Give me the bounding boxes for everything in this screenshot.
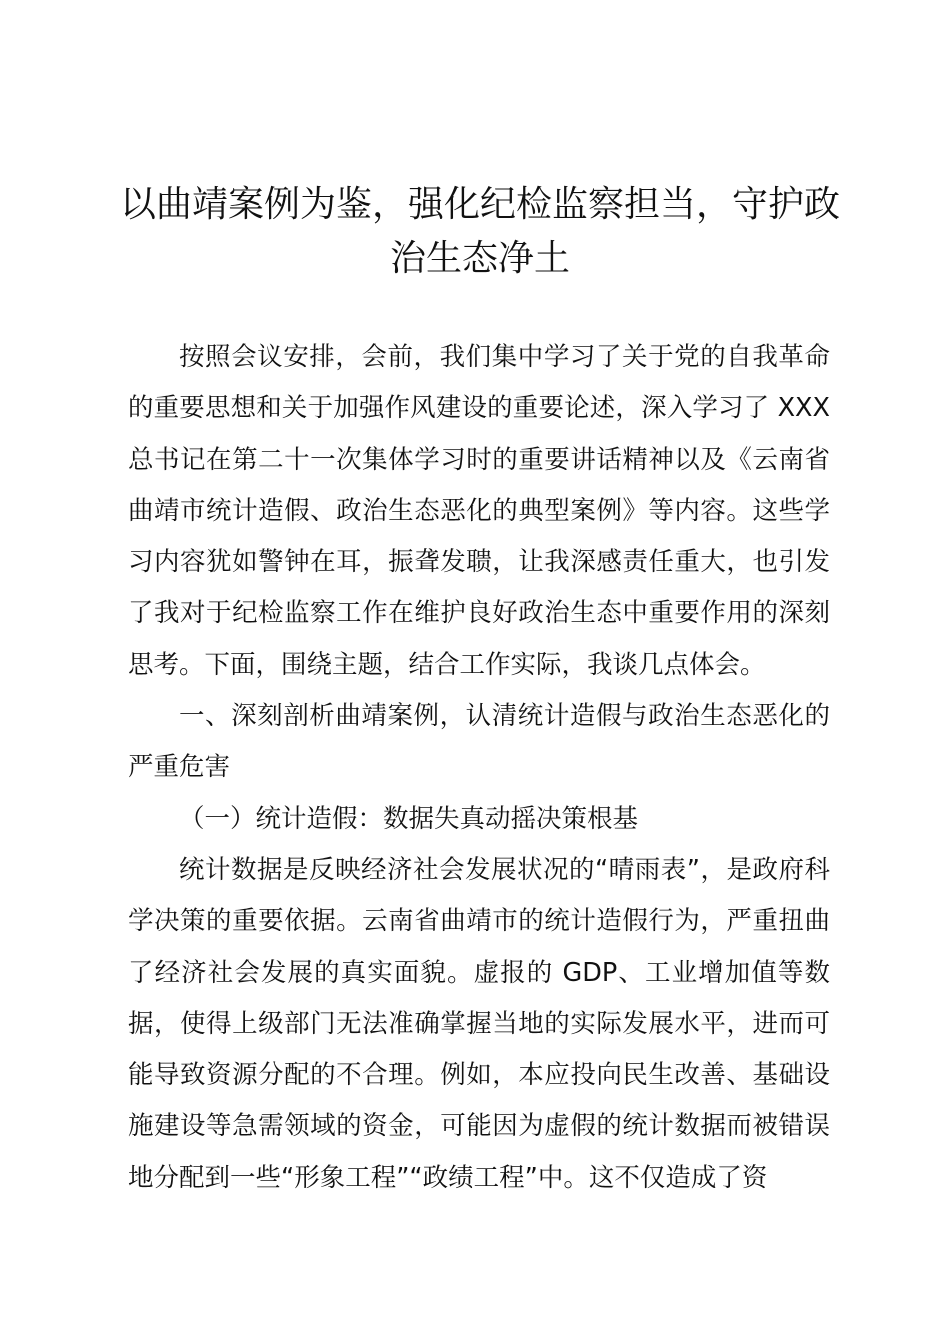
document-title: 以曲靖案例为鉴，强化纪检监察担当，守护政治生态净土 xyxy=(119,184,840,279)
section-heading-1: 一、深刻剖析曲靖案例，认清统计造假与政治生态恶化的严重危害 xyxy=(128,701,830,783)
document-body xyxy=(128,332,830,1204)
paragraph-intro: 按照会议安排，会前，我们集中学习了关于党的自我革命的重要思想和关于加强作风建设的重要论述，深入学习了 XXX总书记在第二十一次集体学习时的重要讲话精神以及《云南省曲靖市统计造假、政治生态恶化的典型案例》等内容。这些学习内容犹如警钟在耳，振聋发聩，让我深感责任重大，也引发了我对于纪检监察工作在维护良好政治生态中重要作用的深刻思考。下面，围绕主题，结合工作实际，我谈几点体会。 xyxy=(128,342,830,680)
paragraph-statistics: 统计数据是反映经济社会发展状况的“晴雨表”，是政府科学决策的重要依据。云南省曲靖市的统计造假行为，严重扭曲了经济社会发展的真实面貌。虚报的 GDP、工业增加值等数据，使得上级部门无法准确掌握当地的实际发展水平，进而可能导致资源分配的不合理。例如，本应投向民生改善、基础设施建设等急需领域的资金，可能因为虚假的统计数据而被错误地分配到一些“形象工程”“政绩工程”中。这不仅造成了资 xyxy=(128,854,830,1193)
subsection-heading-1: （一）统计造假：数据失真动摇决策根基 xyxy=(179,803,639,834)
